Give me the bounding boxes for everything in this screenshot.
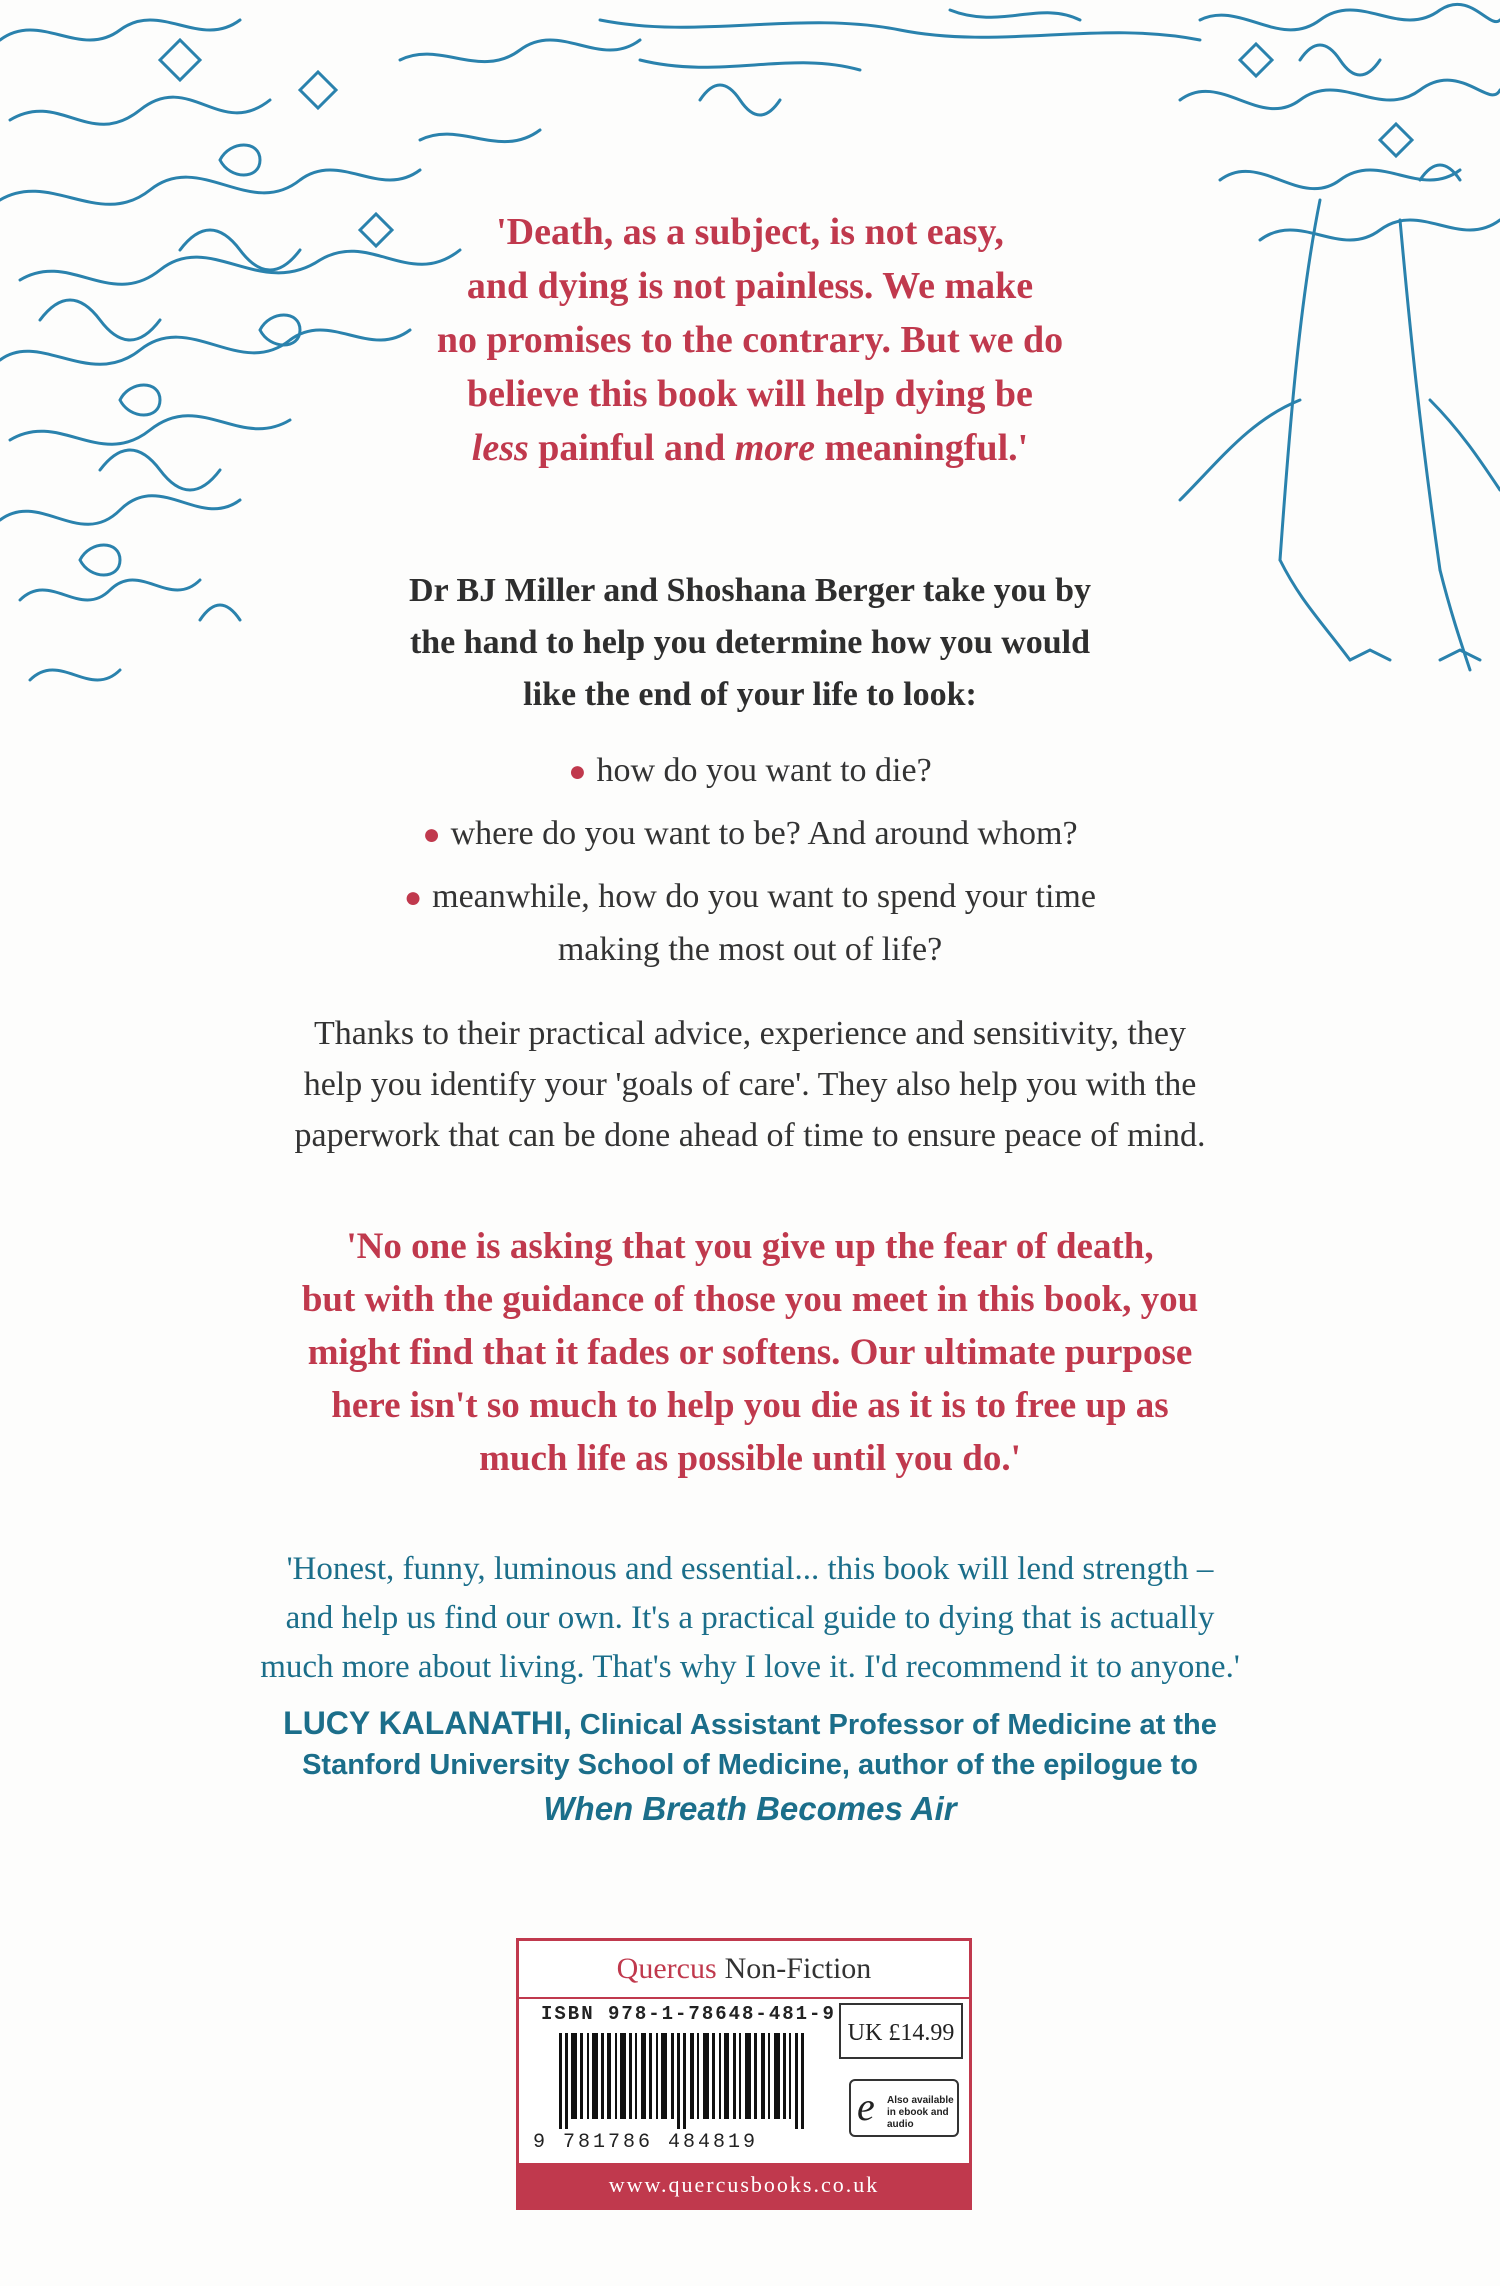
description-paragraph: [0, 1008, 1500, 1161]
endorsement-quote: [0, 1545, 1500, 1692]
opening-quote-last-line: [0, 421, 1500, 475]
endorser-book-title: When Breath Becomes Air: [543, 1790, 957, 1827]
quote-fragment: meaningful.': [814, 427, 1029, 469]
endorsement-attribution: [0, 1703, 1500, 1829]
isbn-label: ISBN 978-1-78648-481-9: [541, 2003, 836, 2025]
bullet-text: where do you want to be? And around whom?: [450, 815, 1078, 852]
top-branches: [600, 10, 1200, 115]
purpose-quote-line: here isn't so much to help you die as it is to free up as: [331, 1385, 1169, 1426]
paragraph-line: paperwork that can be done ahead of time to ensure peace of mind.: [294, 1117, 1206, 1154]
publisher-url[interactable]: www.quercusbooks.co.uk: [519, 2163, 969, 2207]
intro-line: like the end of your life to look:: [523, 676, 977, 713]
intro-text: [0, 565, 1500, 721]
opening-quote-line: 'Death, as a subject, is not easy,: [496, 211, 1004, 253]
publisher-header: [519, 1941, 969, 1999]
endorser-name: LUCY KALANATHI,: [283, 1705, 572, 1741]
ebook-icon: e: [857, 2084, 875, 2129]
endorsement-line: much more about living. That's why I love it. I'd recommend it to anyone.': [260, 1649, 1240, 1685]
intro-line: the hand to help you determine how you would: [409, 624, 1091, 661]
purpose-quote-line: much life as possible until you do.': [479, 1438, 1021, 1479]
bullet-list: [0, 745, 1500, 976]
barcode-panel: [516, 1938, 972, 2210]
bullet-dot-icon: ●: [404, 881, 423, 914]
bullet-text: meanwhile, how do you want to spend your time: [432, 878, 1096, 915]
attribution-line-1: [0, 1703, 1500, 1745]
bullet-continuation: making the most out of life?: [557, 931, 943, 968]
emphasis-more: more: [734, 427, 815, 469]
opening-quote-line: and dying is not painless. We make: [466, 265, 1034, 307]
bullet-item: [0, 745, 1500, 798]
bullet-dot-icon: ●: [568, 755, 587, 788]
ebook-badge: [849, 2079, 959, 2137]
purpose-quote-line: but with the guidance of those you meet in this book, you: [301, 1279, 1199, 1320]
opening-quote-line: no promises to the contrary. But we do: [436, 319, 1064, 361]
quote-fragment: painful and: [528, 427, 735, 469]
endorsement-line: 'Honest, funny, luminous and essential... this book will lend strength –: [286, 1551, 1214, 1587]
bullet-text: how do you want to die?: [596, 752, 932, 789]
emphasis-less: less: [471, 427, 529, 469]
paragraph-line: Thanks to their practical advice, experience and sensitivity, they: [313, 1015, 1186, 1052]
ean-number: 9 781786 484819: [533, 2131, 759, 2154]
barcode-icon: [559, 2033, 819, 2129]
purpose-quote-line: might find that it fades or softens. Our ultimate purpose: [307, 1332, 1193, 1373]
intro-line: Dr BJ Miller and Shoshana Berger take you by: [409, 572, 1091, 609]
purpose-quote: [0, 1220, 1500, 1485]
endorser-role: Clinical Assistant Professor of Medicine at the: [571, 1709, 1217, 1741]
paragraph-line: help you identify your 'goals of care'. They also help you with the: [303, 1066, 1197, 1103]
ebook-note: Also available in ebook and audio: [887, 2095, 954, 2130]
bullet-dot-icon: ●: [422, 818, 441, 851]
attribution-line-2: Stanford University School of Medicine, author of the epilogue to: [302, 1749, 1198, 1781]
bullet-item: [0, 871, 1500, 924]
opening-quote: [0, 205, 1500, 475]
bullet-item: [0, 808, 1500, 861]
category-label: Non-Fiction: [724, 1952, 872, 1985]
publisher-name: Quercus: [616, 1952, 717, 1985]
opening-quote-line: believe this book will help dying be: [467, 373, 1033, 415]
purpose-quote-line: 'No one is asking that you give up the fear of death,: [346, 1226, 1154, 1267]
price-label: UK £14.99: [839, 2003, 963, 2059]
endorsement-line: and help us find our own. It's a practical guide to dying that is actually: [285, 1600, 1215, 1636]
